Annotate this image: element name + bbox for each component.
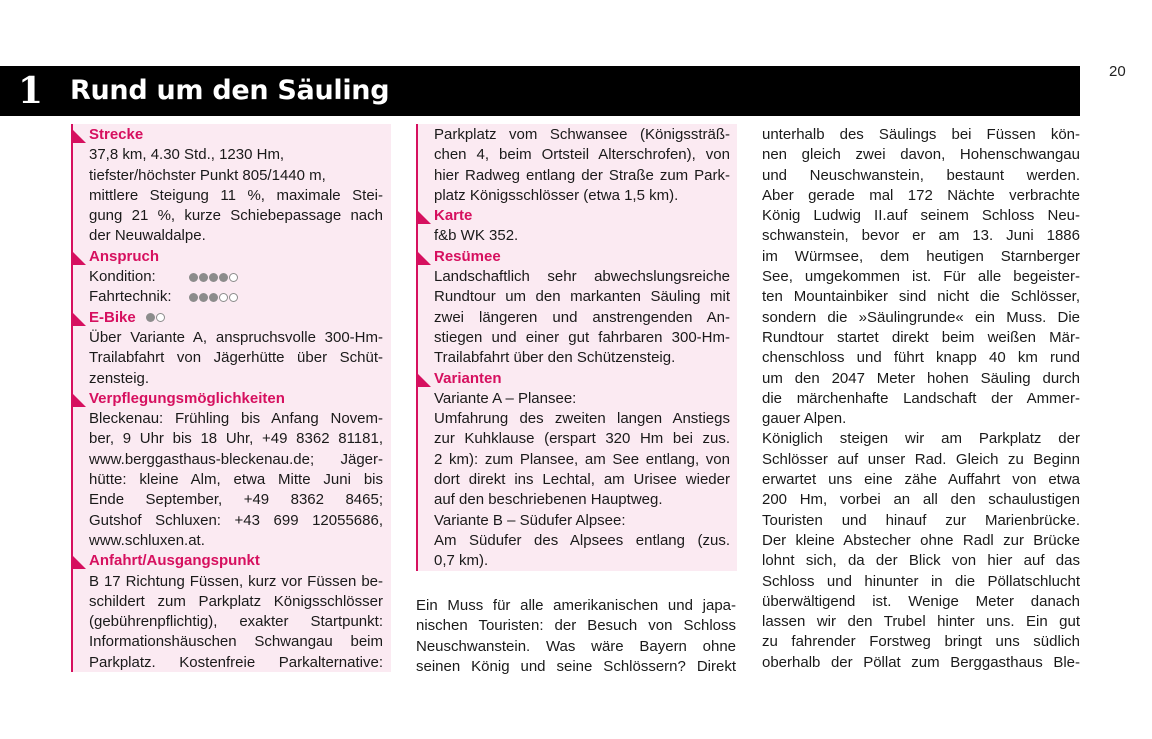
text-line: Trailabfahrt von Jägerhütte über Schüt- [89, 349, 383, 367]
text-line: ten Mountainbiker sind nicht die Schlösser, [762, 288, 1080, 306]
text-line: Variante A – Plansee: [434, 389, 577, 407]
text-line: f&b WK 352. [434, 227, 519, 245]
text-line: Rundtour um den markanten Säuling mit [434, 288, 730, 306]
text-line: überwältigend ist. Wenige Meter danach [762, 592, 1080, 610]
text-line: oberhalb der Pöllat zum Berggasthaus Ble- [762, 653, 1080, 671]
filled-dot-icon [199, 293, 208, 302]
section-heading [89, 551, 383, 571]
text-line: Landschaftlich sehr abwechslungsreiche [434, 268, 730, 286]
text-line: www.berggasthaus-bleckenau.de; Jäger- [89, 450, 383, 468]
text-line: nischen Touristen: der Besuch von Schloss [416, 617, 736, 635]
section-heading-text: Karte [434, 207, 473, 225]
text-line: mittlere Steigung 11 %, maximale Stei- [89, 186, 383, 204]
text-line: Informationshäuschen Schwangau beim [89, 633, 383, 651]
triangle-marker-icon [72, 129, 86, 143]
text-line: im Würmsee, dem heutigen Starnberger [762, 247, 1080, 265]
section-heading-text: E-Bike [89, 308, 136, 326]
section-heading [89, 308, 383, 328]
text-line: Schloss und hinunter in die Pöllatschlucht [762, 572, 1080, 590]
text-line: Der kleine Abstecher ohne Radl zur Brücke [762, 531, 1080, 549]
body-text-right [762, 125, 1080, 673]
triangle-marker-icon [72, 393, 86, 407]
text-line: Parkplatz. Kostenfreie Parkalternative: [89, 653, 383, 671]
text-line: um den 2047 Meter hohen Säuling durch [762, 369, 1080, 387]
text-line: sondern die »Säulingrunde« ein Muss. Die [762, 308, 1080, 326]
section-heading-text: Resümee [434, 247, 501, 265]
filled-dot-icon [199, 273, 208, 282]
section-heading-text: Varianten [434, 369, 502, 387]
rating-label: Kondition: [89, 268, 156, 286]
chapter-header-bar [0, 66, 1080, 116]
text-line: Ende September, +49 8362 8465; [89, 491, 383, 509]
text-line: zur Kuhklause (erspart 320 Hm bei zus. [434, 430, 730, 448]
text-line: www.schluxen.at. [89, 531, 205, 549]
text-line: nen gleich zwei davon, Hohenschwangau [762, 146, 1080, 164]
text-line: lohnt sich, da der Blick von hier auf das [762, 552, 1080, 570]
text-line: 0,7 km). [434, 552, 489, 570]
empty-dot-icon [229, 273, 238, 282]
page-title: Rund um den Säuling [70, 75, 390, 106]
filled-dot-icon [189, 273, 198, 282]
body-text-middle [416, 596, 736, 677]
section-heading [89, 389, 383, 409]
text-line: Trailabfahrt über den Schützensteig. [434, 349, 676, 367]
rating-label: Fahrtechnik: [89, 288, 172, 306]
triangle-marker-icon [417, 251, 431, 265]
section-heading [434, 206, 730, 226]
text-line: schwanstein, bevor er am 13. Juni 1886 [762, 227, 1080, 245]
text-line: Variante B – Südufer Alpsee: [434, 511, 626, 529]
text-line: zensteig. [89, 369, 150, 387]
text-line: 200 Hm, vorbei an all den schaulustigen [762, 491, 1080, 509]
text-line: tiefster/höchster Punkt 805/1440 m, [89, 166, 326, 184]
text-line: zu fahrender Forstweg bringt uns südlich [762, 633, 1080, 651]
text-line: hütte: kleine Alm, etwa Mitte Juni bis [89, 471, 383, 489]
text-line: lassen wir den Trubel hinter uns. Ein gut [762, 613, 1080, 631]
text-line: der Neuwaldalpe. [89, 227, 206, 245]
text-line: 37,8 km, 4.30 Std., 1230 Hm, [89, 146, 285, 164]
text-line: König Ludwig II.auf seinem Schloss Neu- [762, 207, 1080, 225]
text-line: Am Südufer des Alpsees entlang (zus. [434, 531, 730, 549]
text-line: Bleckenau: Frühling bis Anfang Novem- [89, 410, 383, 428]
text-line: stiegen und einer gut fahrbaren 300-Hm- [434, 328, 730, 346]
text-line: Ein Muss für alle amerikanischen und japa- [416, 597, 736, 614]
tour-facts-column [89, 125, 383, 673]
section-heading-text: Strecke [89, 126, 144, 143]
empty-dot-icon [219, 293, 228, 302]
empty-dot-icon [156, 313, 165, 322]
rating-dots [189, 287, 238, 307]
text-line: Königlich steigen wir am Parkplatz der [762, 430, 1080, 448]
text-line: Schlösser auf unser Rad. Gleich zu Beginn [762, 450, 1080, 468]
text-line: seinen König und seine Schlössern? Direkt [416, 657, 736, 675]
text-line: auf den beschriebenen Hauptweg. [434, 491, 663, 509]
filled-dot-icon [189, 293, 198, 302]
page-number: 20 [1109, 63, 1126, 80]
text-line: Aber gerade mal 172 Nächte verbrachte [762, 186, 1080, 204]
triangle-marker-icon [417, 210, 431, 224]
text-line: B 17 Richtung Füssen, kurz vor Füssen be- [89, 572, 383, 590]
filled-dot-icon [146, 313, 155, 322]
filled-dot-icon [219, 273, 228, 282]
text-line: chen 4, beim Ortsteil Alterschrofen), von [434, 146, 730, 164]
rating-row [89, 287, 383, 307]
text-line: unterhalb des Säulings bei Füssen kön- [762, 126, 1080, 143]
section-heading [434, 247, 730, 267]
triangle-marker-icon [72, 251, 86, 265]
text-line: See, umgekommen ist. Für alle begeister- [762, 268, 1080, 286]
chapter-number: 1 [18, 70, 44, 112]
rating-row [89, 267, 383, 287]
text-line: und Neuschwanstein, bestaunt werden. [762, 166, 1080, 184]
text-line: erwartet uns eine zähe Auffahrt von etwa [762, 471, 1080, 489]
text-line: platz Königsschlösser (etwa 1,5 km). [434, 186, 679, 204]
rating-dots [189, 267, 238, 287]
text-line: Umfahrung des zweiten langen Anstiegs [434, 410, 730, 428]
section-heading-text: Anspruch [89, 247, 160, 265]
text-line: Touristen und hinauf zur Marienbrücke. [762, 511, 1080, 529]
text-line: gauer Alpen. [762, 410, 847, 428]
text-line: zwei längeren und anstrengenden An- [434, 308, 730, 326]
text-line: gung 21 %, kurze Schiebepassage nach [89, 207, 383, 225]
triangle-marker-icon [72, 555, 86, 569]
text-line: schildert zum Parkplatz Königsschlösser [89, 592, 383, 610]
filled-dot-icon [209, 273, 218, 282]
text-line: Gutshof Schluxen: +43 699 12055686, [89, 511, 383, 529]
text-line: Neuschwanstein. Was wäre Bayern ohne [416, 637, 736, 655]
triangle-marker-icon [72, 312, 86, 326]
section-heading-text: Anfahrt/Ausgangspunkt [89, 552, 260, 570]
text-line: 2 km): zum Plansee, am See entlang, von [434, 450, 730, 468]
text-line: ber, 9 Uhr bis 18 Uhr, +49 8362 81181, [89, 430, 383, 448]
triangle-marker-icon [417, 373, 431, 387]
section-heading [89, 125, 383, 145]
section-heading-text: Verpflegungsmöglichkeiten [89, 389, 285, 407]
text-line: dort direkt ins Lechtal, am Urisee wieder [434, 471, 730, 489]
text-line: Über Variante A, anspruchsvolle 300-Hm- [89, 328, 383, 346]
text-line: Parkplatz vom Schwansee (Königssträß- [434, 126, 730, 143]
rating-dots [146, 313, 165, 322]
section-heading [89, 247, 383, 267]
text-line: hier Radweg entlang der Straße zum Park- [434, 166, 730, 184]
empty-dot-icon [229, 293, 238, 302]
text-line: chenschloss und führt knapp 40 km rund [762, 349, 1080, 367]
tour-facts-column-continued [434, 125, 730, 572]
text-line: (gebührenpflichtig), exakter Startpunkt: [89, 613, 383, 631]
filled-dot-icon [209, 293, 218, 302]
text-line: Rundtour startet direkt beim weißen Mär- [762, 328, 1080, 346]
section-heading [434, 369, 730, 389]
text-line: die märchenhafte Landschaft der Ammer- [762, 389, 1080, 407]
